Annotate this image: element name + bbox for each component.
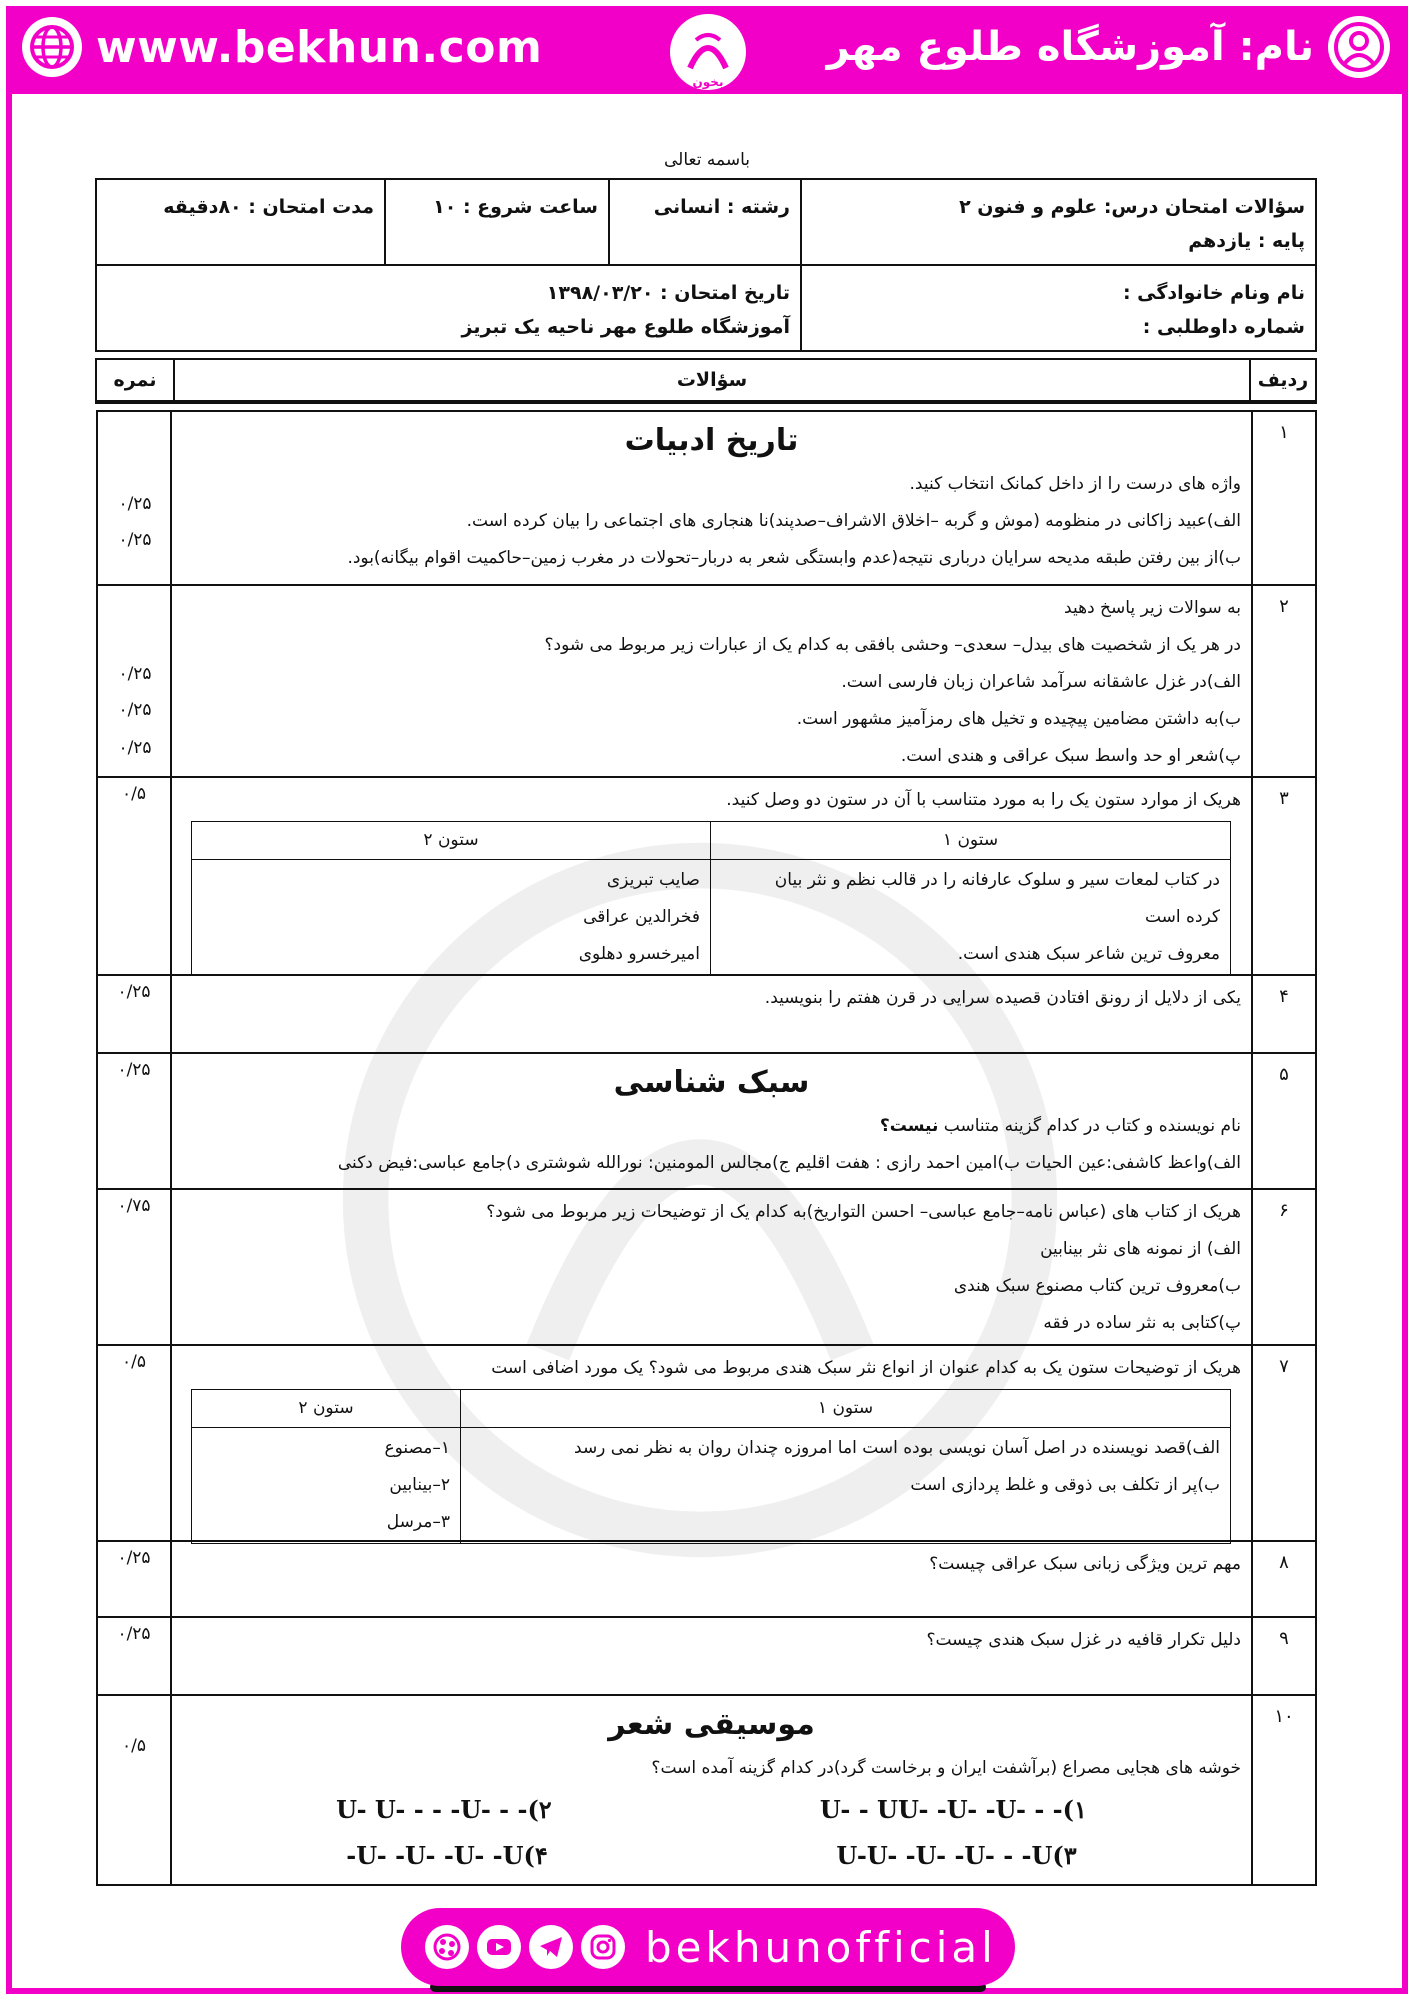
- date-cell: [97, 266, 802, 350]
- emphasis: نیست؟: [879, 1116, 939, 1136]
- logo-text: بخون: [692, 75, 724, 89]
- question-text: یکی از دلایل از رونق افتادن قصیده سرایی در قرن هفتم را بنویسید.: [764, 988, 1241, 1008]
- question-row: [98, 412, 1315, 584]
- aparat-icon[interactable]: [425, 1925, 469, 1969]
- site-url[interactable]: www.bekhun.com: [96, 21, 543, 73]
- score: ۰/۲۵: [98, 1542, 172, 1616]
- question-row: [98, 1616, 1315, 1694]
- questions-table: [96, 410, 1317, 1886]
- exam-date: تاریخ امتحان : ۱۳۹۸/۰۳/۲۰: [546, 282, 790, 304]
- question-number: ۸: [1251, 1542, 1315, 1616]
- social-bar: [401, 1908, 1015, 1986]
- score-cell: [98, 412, 172, 584]
- col1-cell: [711, 860, 1231, 976]
- basmeh: باسمه تعالی: [664, 150, 750, 170]
- option-3: U-U- -U- -U- - -U(۳: [836, 1841, 1077, 1870]
- school-name: نام: آموزشگاه طلوع مهر: [826, 24, 1314, 70]
- col1-item: الف)قصد نویسنده در اصل آسان نویسی بوده است اما امروزه چندان روان به نظر نمی رسد: [574, 1438, 1220, 1458]
- question-text: دلیل تکرار قافیه در غزل سبک هندی چیست؟: [926, 1630, 1241, 1650]
- option-4: -U- -U- -U- -U(۴: [346, 1841, 548, 1870]
- question-body: [172, 778, 1251, 974]
- question-body: [172, 586, 1251, 776]
- matching-table: [191, 1389, 1231, 1544]
- section-title: موسیقی شعر: [608, 1707, 815, 1742]
- question-line: ب)معروف ترین کتاب مصنوع سبک هندی: [953, 1276, 1241, 1296]
- col1-item: در کتاب لمعات سیر و سلوک عارفانه را در قالب نظم و نثر بیان: [774, 870, 1220, 890]
- col2-item: امیرخسرو دهلوی: [578, 944, 700, 964]
- meter-options: [182, 1787, 1241, 1879]
- question-line: الف) از نمونه های نثر بینابین: [1040, 1239, 1241, 1259]
- school-full: آموزشگاه طلوع مهر ناحیه یک تبریز: [461, 316, 790, 338]
- col-questions: سؤالات: [676, 369, 748, 391]
- score: ۰/۲۵: [118, 494, 152, 514]
- telegram-icon[interactable]: [529, 1925, 573, 1969]
- section-title: سبک شناسی: [613, 1065, 810, 1100]
- question-number: ۱۰: [1251, 1696, 1315, 1884]
- question-line: [182, 1108, 1241, 1145]
- field: رشته : انسانی: [610, 180, 802, 264]
- score: ۰/۲۵: [118, 664, 152, 684]
- question-line: در هر یک از شخصیت های بیدل– سعدی– وحشی بافقی به کدام یک از عبارات زیر مربوط می شود؟: [544, 635, 1241, 655]
- question-number: ۲: [1251, 586, 1315, 776]
- question-line: الف)عبید زاکانی در منظومه (موش و گربه –اخلاق الاشراف–صدپند)نا هنجاری های اجتماعی را بیان کرده است.: [466, 511, 1241, 531]
- col2-header: ستون ۲: [192, 822, 711, 860]
- question-row: [98, 974, 1315, 1052]
- question-number: ۷: [1251, 1346, 1315, 1540]
- question-line: پ)کتابی به نثر ساده در فقه: [1043, 1313, 1241, 1333]
- question-number: ۶: [1251, 1190, 1315, 1344]
- score: ۰/۵: [98, 1346, 172, 1540]
- user-icon: [1328, 16, 1390, 78]
- question-number: ۹: [1251, 1618, 1315, 1694]
- col1-cell: [461, 1428, 1231, 1544]
- score: ۰/۲۵: [118, 738, 152, 758]
- question-row: [98, 1188, 1315, 1344]
- question-row: [98, 1344, 1315, 1540]
- score: ۰/۵: [98, 1696, 172, 1884]
- col2-cell: [192, 1428, 461, 1544]
- question-number: ۳: [1251, 778, 1315, 974]
- col1-item: ب)پر از تکلف بی ذوقی و غلط پردازی است: [910, 1475, 1220, 1495]
- question-body: [172, 1346, 1251, 1540]
- col2-item: ۳–مرسل: [386, 1512, 450, 1532]
- student-cell: [802, 266, 1315, 350]
- question-line: پ)شعر او حد واسط سبک عراقی و هندی است.: [900, 746, 1241, 766]
- question-line: ب)به داشتن مضامین پیچیده و تخیل های رمزآمیز مشهور است.: [796, 709, 1241, 729]
- question-row: [98, 1694, 1315, 1884]
- question-line: الف)در غزل عاشقانه سرآمد شاعران زبان فارسی است.: [841, 672, 1241, 692]
- col1-header: ستون ۱: [461, 1390, 1231, 1428]
- col1-item: معروف ترین شاعر سبک هندی است.: [957, 944, 1220, 964]
- question-text: نام نویسنده و کتاب در کدام گزینه متناسب: [938, 1116, 1241, 1136]
- score: ۰/۵: [98, 778, 172, 974]
- question-number: ۴: [1251, 976, 1315, 1052]
- question-prompt: هریک از توضیحات ستون یک به کدام عنوان از انواع نثر سبک هندی مربوط می شود؟ یک مورد اضافی است: [491, 1358, 1241, 1378]
- question-body: [172, 1190, 1251, 1344]
- site-link[interactable]: [22, 16, 542, 78]
- question-number: ۵: [1251, 1054, 1315, 1188]
- question-line: ب)از بین رفتن طبقه مدیحه سرایان درباری نتیجه(عدم وابستگی شعر به دربار–تحولات در مغرب زمین–حاکمیت اقوام بیگانه)بود.: [347, 548, 1241, 568]
- matching-table: [191, 821, 1231, 976]
- col2-cell: [192, 860, 711, 976]
- exam-info-table: [95, 178, 1317, 352]
- bekhun-logo: [660, 10, 756, 94]
- col-row: ردیف: [1249, 360, 1315, 400]
- score-cell: [98, 586, 172, 776]
- column-header: [95, 358, 1317, 404]
- question-row: [98, 776, 1315, 974]
- question-row: [98, 1540, 1315, 1616]
- globe-icon: [22, 17, 82, 77]
- start-time: ساعت شروع : ۱۰: [386, 180, 610, 264]
- instagram-icon[interactable]: [581, 1925, 625, 1969]
- question-line: واژه های درست را از داخل کمانک انتخاب کنید.: [909, 474, 1241, 494]
- social-handle[interactable]: bekhunofficial: [645, 1922, 997, 1972]
- col2-item: فخرالدین عراقی: [583, 907, 700, 927]
- grade: پایه : یازدهم: [1188, 230, 1305, 252]
- question-line: به سوالات زیر پاسخ دهید: [1064, 598, 1241, 618]
- course-cell: [802, 180, 1315, 264]
- col-score: نمره: [97, 360, 175, 400]
- seat-label: شماره داوطلبی :: [1142, 316, 1305, 338]
- question-row: [98, 1052, 1315, 1188]
- option-1: U- - UU- -U- -U- - -(۱: [819, 1795, 1087, 1824]
- question-body: [172, 412, 1251, 584]
- question-prompt: هریک از موارد ستون یک را به مورد متناسب با آن در ستون دو وصل کنید.: [726, 790, 1241, 810]
- question-number: ۱: [1251, 412, 1315, 584]
- duration: مدت امتحان : ۸۰دقیقه: [97, 180, 386, 264]
- question-row: [98, 584, 1315, 776]
- col2-item: صایب تبریزی: [606, 870, 700, 890]
- school-heading: [827, 14, 1390, 80]
- youtube-icon[interactable]: [477, 1925, 521, 1969]
- col1-item: کرده است: [1144, 907, 1220, 927]
- question-text: مهم ترین ویژگی زبانی سبک عراقی چیست؟: [929, 1554, 1241, 1574]
- score: ۰/۲۵: [118, 530, 152, 550]
- question-body: [172, 1696, 1251, 1884]
- score: ۰/۲۵: [98, 976, 172, 1052]
- score: ۰/۲۵: [98, 1618, 172, 1694]
- name-label: نام ونام خانوادگی :: [1122, 282, 1305, 304]
- score: ۰/۷۵: [98, 1190, 172, 1344]
- score: ۰/۲۵: [118, 700, 152, 720]
- question-line: هریک از کتاب های (عباس نامه–جامع عباسی– احسن التواریخ)به کدام یک از توضیحات زیر مربوط می شود؟: [486, 1202, 1241, 1222]
- question-options: الف)واعظ کاشفی:عین الحیات ب)امین احمد رازی : هفت اقلیم ج)مجالس المومنین: نورالله شوشتری د)جامع عباسی:فیض دکنی: [337, 1153, 1241, 1173]
- col2-item: ۱–مصنوع: [384, 1438, 450, 1458]
- question-text: خوشه های هجایی مصراع (برآشفت ایران و برخاست گرد)در کدام گزینه آمده است؟: [651, 1758, 1241, 1778]
- question-body: [172, 1054, 1251, 1188]
- col1-header: ستون ۱: [711, 822, 1231, 860]
- score: ۰/۲۵: [98, 1054, 172, 1188]
- col2-header: ستون ۲: [192, 1390, 461, 1428]
- section-title: تاریخ ادبیات: [624, 423, 799, 458]
- course-title: سؤالات امتحان درس: علوم و فنون ۲: [959, 196, 1305, 218]
- col2-item: ۲–بینابین: [389, 1475, 450, 1495]
- option-2: U- U- - - -U- - -(۲: [336, 1795, 552, 1824]
